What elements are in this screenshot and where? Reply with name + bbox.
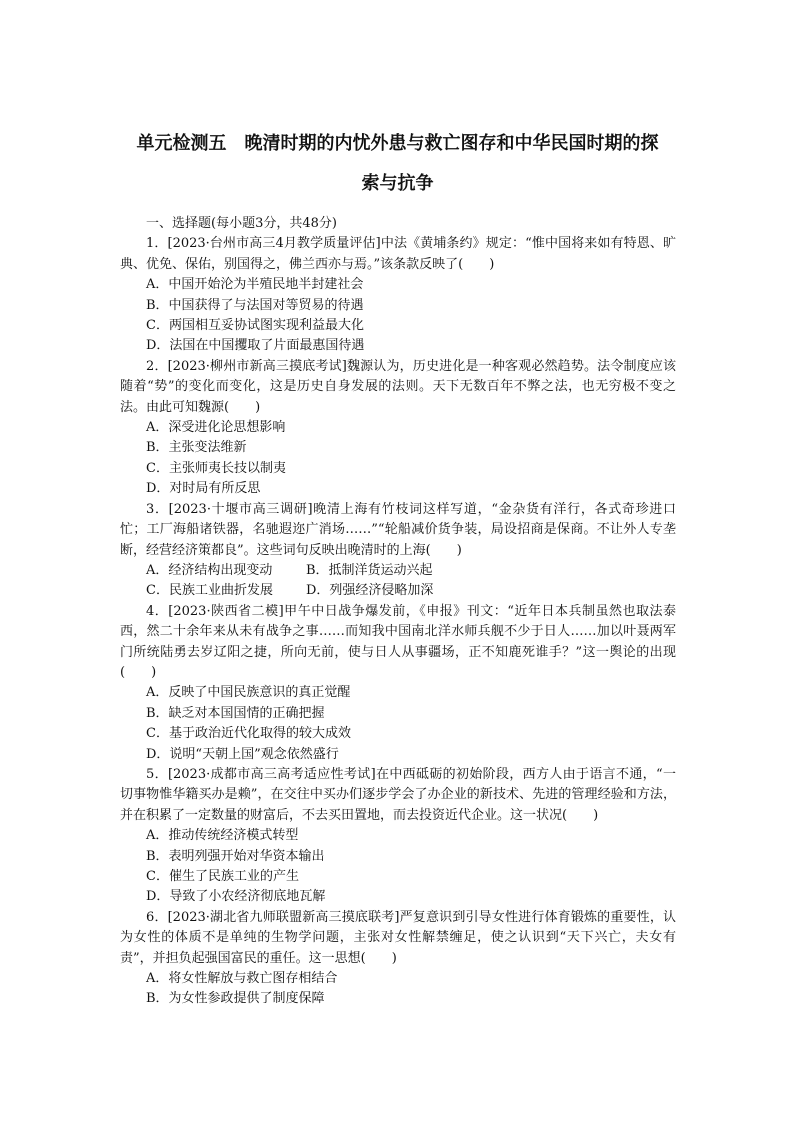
option-d: D．列强经济侵略加深 [306,583,434,599]
option-a: A．反映了中国民族意识的真正觉醒 [146,685,351,701]
option-b: B．表明列强开始对华资本输出 [146,848,325,864]
option-d: D．导致了小农经济彻底地瓦解 [146,889,326,905]
option-a: A．经济结构出现变动 [146,562,273,578]
question-list [120,214,676,1010]
option-d: D．说明“天朝上国”观念依然盛行 [146,746,339,762]
option-b: B．为女性参政提供了制度保障 [146,991,325,1007]
question-1 [120,234,676,356]
section-heading: 一、选择题(每小题3分，共48分) [146,216,337,231]
question-6 [120,908,676,1010]
option-row [120,561,676,581]
option-a: A．将女性解放与救亡图存相结合 [146,971,338,987]
question-stem: 5．[2023·成都市高三高考适应性考试]在中西砥砺的初始阶段，西方人由于语言不通，“一切事物惟华籍买办是赖”，在交往中买办们逐步学会了办企业的新技术、先进的管理经验和方法，并在积累了一定数量的财富后，不去买田置地，而去投资近代企业。这一状况( ) [120,766,676,823]
question-4 [120,602,676,765]
option-b: B．抵制洋货运动兴起 [306,562,433,578]
option-row [120,581,676,601]
option-c: C．催生了民族工业的产生 [146,869,299,884]
question-5 [120,765,676,908]
question-stem: 1．[2023·台州市高三4月教学质量评估]中法《黄埔条约》规定：“惟中国将来如有特恩、旷典、优免、保佑，别国得之，佛兰西亦与焉。”该条款反映了( ) [120,236,676,272]
option-c: C．基于政治近代化取得的较大成效 [146,726,351,742]
page-title [110,124,685,204]
option-d: D．法国在中国攫取了片面最惠国待遇 [146,338,365,354]
option-c: C．两国相互妥协试图实现利益最大化 [146,318,364,334]
option-d: D．对时局有所反思 [146,481,261,497]
option-a: A．推动传统经济模式转型 [146,828,299,844]
question-3 [120,500,676,602]
option-a: A．中国开始沦为半殖民地半封建社会 [146,277,364,293]
option-c: C．民族工业曲折发展 [146,583,273,599]
option-b: B．主张变法维新 [146,440,247,456]
question-stem: 6．[2023·湖北省九师联盟新高三摸底联考]严复意识到引导女性进行体育锻炼的重要性，认为女性的体质不是单纯的生物学问题，主张对女性解禁缠足，使之认识到“天下兴亡，夫女有责”，并担负起强国富民的重任。这一思想( ) [120,909,676,966]
option-b: B．缺乏对本国国情的正确把握 [146,705,325,721]
title-line-2: 索与抗争 [361,173,434,194]
question-stem: 4．[2023·陕西省二模]甲午中日战争爆发前，《申报》刊文：“近年日本兵制虽然也取法泰西，然二十余年来从未有战争之事……而知我中国南北洋水师兵舰不少于日人……加以叶聂两军门所统陆勇去岁辽阳之捷，所向无前，使与日人从事疆场，正不知鹿死谁手？”这一舆论的出现( ) [120,603,676,680]
question-stem: 2．[2023·柳州市新高三摸底考试]魏源认为，历史进化是一种客观必然趋势。法令制度应该随着“势”的变化而变化，这是历史自身发展的法则。天下无数百年不弊之法，也无穷极不变之法。由此可知魏源( ) [120,358,676,415]
option-a: A．深受进化论思想影响 [146,420,286,436]
title-line-1: 单元检测五 晚清时期的内忧外患与救亡图存和中华民国时期的探 [136,133,659,154]
question-stem: 3．[2023·十堰市高三调研]晚清上海有竹枝词这样写道，“金杂货有洋行，各式奇珍进口忙；工厂海船诸铁器，名驰遐迩广消场……”“轮船减价货争装，局设招商是保商。不让外人专垄断，经营经济策都良”。这些词句反映出晚清时的上海( ) [120,501,676,558]
option-b: B．中国获得了与法国对等贸易的待遇 [146,297,364,313]
question-2 [120,357,676,500]
option-c: C．主张师夷长技以制夷 [146,460,286,476]
